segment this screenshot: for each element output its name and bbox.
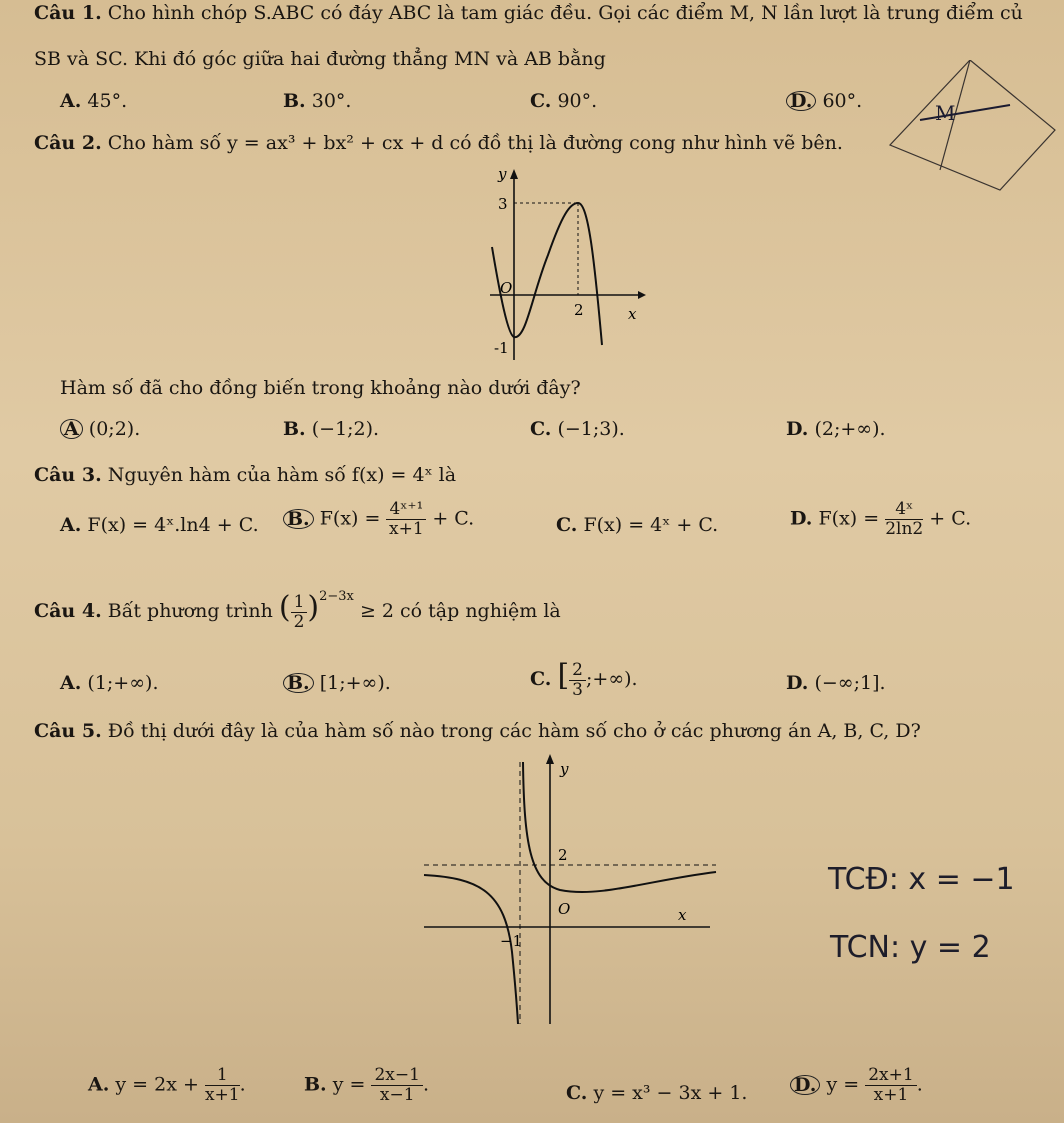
q1-option-d: D. 60°.	[786, 90, 862, 112]
q2-label: Câu 2.	[34, 132, 102, 154]
q4-option-d: D. (−∞;1].	[786, 672, 886, 694]
q2-y-label: y	[498, 165, 507, 183]
q2-cubic-graph	[470, 165, 650, 365]
q5-option-c: C. y = x³ − 3x + 1.	[566, 1082, 748, 1104]
sketch-label-m: M	[935, 101, 956, 125]
q1-option-b: B. 30°.	[283, 90, 352, 112]
q2-option-d: D. (2;+∞).	[786, 418, 886, 440]
q5-text: Đồ thị dưới đây là của hàm số nào trong các hàm số cho ở các phương án A, B, C, D?	[107, 720, 921, 742]
q3-option-b: B. F(x) = $\frac{\text{4ˣ⁺¹}}{x+1}$ + C.	[283, 500, 474, 539]
q1-option-c: C. 90°.	[530, 90, 598, 112]
q2-option-a: A (0;2).	[60, 418, 140, 440]
q5-line	[34, 720, 921, 742]
q2-tick-y3: 3	[498, 195, 508, 213]
q2-question: Hàm số đã cho đồng biến trong khoảng nào dưới đây?	[60, 377, 581, 399]
q2-text: Cho hàm số y = ax³ + bx² + cx + d có đồ thị là đường cong như hình vẽ bên.	[107, 132, 843, 154]
q4-option-a: A. (1;+∞).	[60, 672, 159, 694]
q1-line1	[34, 2, 1023, 24]
q5-origin: O	[558, 900, 571, 918]
cubic-curve	[492, 203, 602, 345]
q5-tick-y2: 2	[558, 846, 568, 864]
q2-x-label: x	[628, 305, 637, 323]
q3-line	[34, 464, 456, 486]
y-axis-arrow	[510, 169, 518, 179]
q5-option-d: D. y = $\frac{2x+1}{x+1}$ .	[790, 1066, 923, 1105]
q2-origin: O	[500, 279, 513, 297]
q5-tick-xm1: −1	[500, 932, 523, 950]
q1-option-a: A. 45°.	[60, 90, 128, 112]
q3-text: Nguyên hàm của hàm số f(x) = 4ˣ là	[107, 464, 457, 486]
q3-option-c: C. F(x) = 4ˣ + C.	[556, 514, 719, 536]
right-branch	[523, 762, 716, 892]
q4-label: Câu 4.	[34, 600, 102, 622]
q5-option-a: A. y = 2x + $\frac{1}{x+1}$ .	[88, 1065, 246, 1105]
q4-option-c: C. [ $\frac{2}{3}$ ;+∞).	[530, 658, 638, 700]
y-axis-arrow	[546, 754, 554, 764]
x-axis-arrow	[638, 291, 646, 299]
q1-text-line1: Cho hình chóp S.ABC có đáy ABC là tam giác đều. Gọi các điểm M, N lần lượt là trung điểm củ	[107, 2, 1023, 24]
q3-option-d: D. F(x) = $\frac{\text{4ˣ}}{2\ln 2}$ + C.	[790, 499, 972, 539]
q2-tick-ym1: -1	[494, 339, 509, 357]
handwritten-vertical-asymptote: TCĐ: x = −1	[828, 862, 1015, 897]
handwritten-horizontal-asymptote: TCN: y = 2	[830, 930, 991, 965]
q4-option-b: B. [1;+∞).	[283, 672, 391, 694]
q2-option-c: C. (−1;3).	[530, 418, 625, 440]
q5-option-b: B. y = $\frac{2x-1}{x-1}$ .	[304, 1065, 429, 1105]
q5-label: Câu 5.	[34, 720, 102, 742]
q4-exponent: 2−3x	[319, 588, 354, 604]
q3-option-a: A. F(x) = 4ˣ.ln4 + C.	[60, 514, 259, 536]
q3-label: Câu 3.	[34, 464, 102, 486]
q5-y-label: y	[560, 760, 569, 778]
q2-tick-x2: 2	[574, 301, 584, 319]
q2-line	[34, 132, 843, 154]
q1-label: Câu 1.	[34, 2, 102, 24]
q4-line: Câu 4. Bất phương trình ( $\frac{1}{2}$ )$^{2-3x}$ ≥ 2 có tập nghiệm là	[34, 588, 561, 632]
q1-text-line2: SB và SC. Khi đó góc giữa hai đường thẳng MN và AB bằng	[34, 48, 606, 70]
q5-hyperbola-graph	[420, 752, 720, 1027]
q2-option-b: B. (−1;2).	[283, 418, 380, 440]
pyramid-sketch	[880, 60, 1064, 230]
q5-x-label: x	[678, 906, 687, 924]
